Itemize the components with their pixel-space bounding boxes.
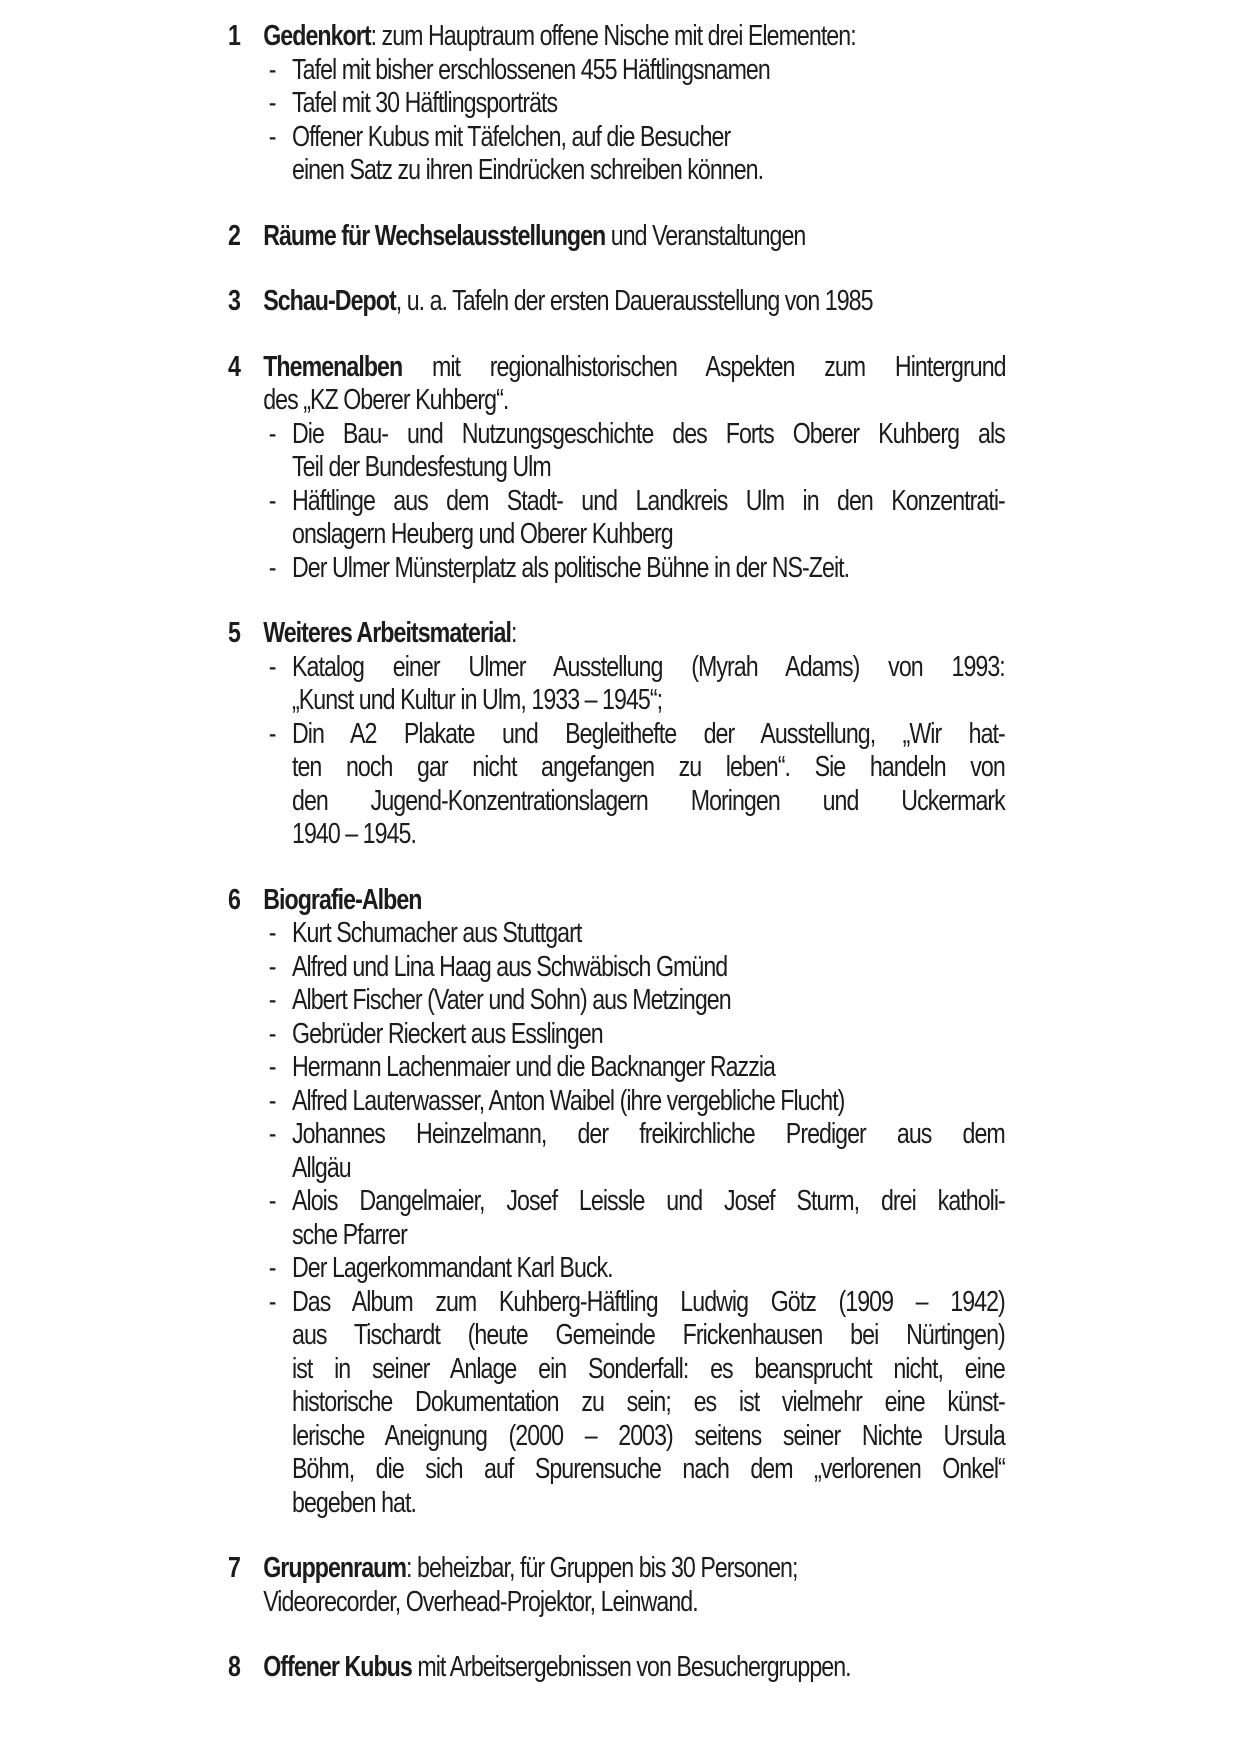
text-line: des „KZ Oberer Kuhberg“.	[263, 384, 509, 416]
list-item	[228, 351, 1240, 586]
item-heading-rest: , u. a. Tafeln der ersten Dauerausstellung von 1985	[395, 285, 873, 317]
text-line: lerische Aneignung (2000 – 2003) seitens seiner Nichte Ursula	[292, 1419, 1005, 1452]
subitem-text	[292, 1252, 1005, 1286]
subitem-text	[292, 1085, 1005, 1119]
subitem-text	[292, 1051, 1005, 1085]
list-subitem	[269, 485, 1006, 552]
item-heading	[263, 285, 1005, 319]
item-content	[263, 1552, 1005, 1619]
item-heading	[263, 20, 1005, 54]
subitem-text	[292, 984, 1005, 1018]
list-subitem	[269, 1286, 1006, 1521]
bullet-dash: -	[268, 1252, 276, 1284]
list-item	[228, 617, 1240, 852]
text-line: 1940 – 1945.	[292, 818, 416, 850]
text-line: Johannes Heinzelmann, der freikirchliche Prediger aus dem	[292, 1118, 1005, 1150]
list-subitem	[269, 1252, 1006, 1286]
text-line: Katalog einer Ulmer Ausstellung (Myrah Adams) von 1993:	[292, 650, 1005, 683]
text-line: „Kunst und Kultur in Ulm, 1933 – 1945“;	[292, 684, 663, 716]
subitem-text	[292, 121, 1005, 188]
bullet-dash: -	[268, 1051, 276, 1083]
item-title: Biografie-Alben	[263, 883, 422, 916]
subitem-text	[292, 718, 1005, 852]
text-line: Kurt Schumacher aus Stuttgart	[292, 917, 582, 949]
text-line: Tafel mit 30 Häftlingsporträts	[292, 87, 558, 119]
list-subitem	[269, 552, 1006, 586]
text-line: ist in seiner Anlage ein Sonderfall: es beansprucht nicht, eine	[292, 1352, 1005, 1385]
bullet-dash: -	[268, 1017, 276, 1050]
text-line: Hermann Lachenmaier und die Backnanger Razzia	[292, 1051, 775, 1083]
text-line: Tafel mit bisher erschlossenen 455 Häftlingsnamen	[292, 53, 770, 86]
item-number: 3	[228, 285, 240, 317]
bullet-dash: -	[268, 1185, 276, 1217]
list-subitem	[269, 1085, 1006, 1119]
item-heading-rest: mit regionalhistorischen Aspekten zum Hintergrund	[402, 350, 1006, 383]
text-line: ten noch gar nicht angefangen zu leben“. Sie handeln von	[292, 751, 1005, 783]
text-line: Alfred Lauterwasser, Anton Waibel (ihre vergebliche Flucht)	[292, 1084, 845, 1117]
item-number: 4	[228, 350, 240, 383]
subitem-text	[292, 651, 1005, 718]
text-line: Böhm, die sich auf Spurensuche nach dem „verlorenen Onkel“	[292, 1453, 1005, 1485]
text-line: Häftlinge aus dem Stadt- und Landkreis Ulm in den Konzentrati-	[292, 484, 1005, 517]
item-heading	[263, 617, 1005, 651]
item-title: Themenalben	[263, 350, 403, 383]
item-heading-rest: : beheizbar, für Gruppen bis 30 Personen;	[406, 1552, 798, 1584]
list-subitem	[269, 917, 1006, 951]
item-heading-rest: : zum Hauptraum offene Nische mit drei Elementen:	[370, 20, 856, 52]
list-subitem	[269, 121, 1006, 188]
list-item	[228, 884, 1240, 1521]
text-line: Allgäu	[292, 1151, 351, 1184]
list-item	[228, 285, 1240, 319]
list-subitem	[269, 418, 1006, 485]
bullet-dash: -	[268, 484, 276, 517]
text-line: Gebrüder Rieckert aus Esslingen	[292, 1017, 603, 1050]
text-line: Teil der Bundesfestung Ulm	[292, 451, 551, 483]
bullet-dash: -	[268, 87, 276, 119]
subitem-text	[292, 1018, 1005, 1052]
text-line: Videorecorder, Overhead-Projektor, Leinwand.	[263, 1585, 698, 1618]
item-heading	[263, 220, 1005, 254]
item-heading	[263, 1552, 1005, 1586]
text-line: begeben hat.	[292, 1486, 416, 1519]
item-number: 5	[228, 617, 240, 649]
list-item	[228, 220, 1240, 254]
item-heading-rest: mit Arbeitsergebnissen von Besuchergruppen.	[411, 1651, 851, 1683]
list-subitem	[269, 718, 1006, 852]
bullet-dash: -	[268, 917, 276, 949]
bullet-dash: -	[268, 717, 276, 750]
bullet-dash: -	[268, 1084, 276, 1117]
text-line: Das Album zum Kuhberg-Häftling Ludwig Götz (1909 – 1942)	[292, 1285, 1005, 1318]
list-item	[228, 1552, 1240, 1619]
bullet-dash: -	[268, 53, 276, 86]
item-title: Schau-Depot	[263, 285, 396, 317]
text-line: aus Tischardt (heute Gemeinde Frickenhausen bei Nürtingen)	[292, 1319, 1005, 1351]
item-title: Räume für Wechselausstellungen	[263, 219, 606, 252]
subitem-text	[292, 87, 1005, 121]
text-line: den Jugend-Konzentrationslagern Moringen und Uckermark	[292, 784, 1005, 817]
subitem-text	[292, 485, 1005, 552]
text-line: Din A2 Plakate und Begleithefte der Ausstellung, „Wir hat-	[292, 717, 1005, 750]
list-subitem	[269, 984, 1006, 1018]
numbered-list	[228, 20, 1240, 1685]
text-line: einen Satz zu ihren Eindrücken schreiben können.	[292, 154, 764, 186]
list-subitem	[269, 87, 1006, 121]
text-line: Die Bau- und Nutzungsgeschichte des Forts Oberer Kuhberg als	[292, 417, 1005, 450]
item-number: 6	[228, 883, 240, 916]
item-heading-rest: und Veranstaltungen	[605, 219, 806, 252]
item-content	[263, 285, 1005, 319]
item-heading	[263, 351, 1005, 385]
list-subitem	[269, 1185, 1006, 1252]
subitem-text	[292, 552, 1005, 586]
item-number: 2	[228, 219, 240, 252]
item-title: Weiteres Arbeitsmaterial	[263, 617, 511, 649]
list-subitem	[269, 1051, 1006, 1085]
text-line: Alois Dangelmaier, Josef Leissle und Josef Sturm, drei katholi-	[292, 1185, 1005, 1217]
list-subitem	[269, 1118, 1006, 1185]
bullet-dash: -	[268, 551, 276, 584]
text-line: Offener Kubus mit Täfelchen, auf die Besucher	[292, 120, 731, 153]
list-subitem	[269, 651, 1006, 718]
subitem-text	[292, 1185, 1005, 1252]
text-line: sche Pfarrer	[292, 1218, 407, 1251]
bullet-dash: -	[268, 120, 276, 153]
subitem-text	[292, 917, 1005, 951]
item-heading	[263, 884, 1005, 918]
bullet-dash: -	[268, 950, 276, 983]
bullet-dash: -	[268, 417, 276, 450]
item-title: Offener Kubus	[263, 1651, 412, 1683]
item-number: 7	[228, 1552, 240, 1584]
text-line: Der Lagerkommandant Karl Buck.	[292, 1252, 613, 1284]
list-subitem	[269, 1018, 1006, 1052]
list-item	[228, 20, 1240, 188]
item-number: 8	[228, 1651, 240, 1683]
bullet-dash: -	[268, 1285, 276, 1318]
item-heading-rest: :	[510, 617, 517, 649]
item-number: 1	[228, 20, 240, 52]
item-content	[263, 617, 1005, 852]
bullet-dash: -	[268, 1118, 276, 1150]
item-title: Gedenkort	[263, 20, 371, 52]
list-subitem	[269, 951, 1006, 985]
subitem-text	[292, 951, 1005, 985]
list-item	[228, 1651, 1240, 1685]
subitem-text	[292, 1118, 1005, 1185]
text-line: onslagern Heuberg und Oberer Kuhberg	[292, 518, 673, 550]
text-line: Alfred und Lina Haag aus Schwäbisch Gmünd	[292, 950, 728, 983]
text-line: Albert Fischer (Vater und Sohn) aus Metzingen	[292, 984, 731, 1016]
item-content	[263, 20, 1005, 188]
bullet-dash: -	[268, 650, 276, 683]
text-line: Der Ulmer Münsterplatz als politische Bühne in der NS-Zeit.	[292, 551, 850, 584]
item-content	[263, 351, 1005, 586]
item-content	[263, 884, 1005, 1521]
subitem-text	[292, 54, 1005, 88]
item-content	[263, 220, 1005, 254]
text-line: historische Dokumentation zu sein; es ist vielmehr eine künst-	[292, 1386, 1005, 1418]
list-subitem	[269, 54, 1006, 88]
subitem-text	[292, 418, 1005, 485]
subitem-text	[292, 1286, 1005, 1521]
item-content	[263, 1651, 1005, 1685]
bullet-dash: -	[268, 984, 276, 1016]
item-title: Gruppenraum	[263, 1552, 407, 1584]
item-heading	[263, 1651, 1005, 1685]
